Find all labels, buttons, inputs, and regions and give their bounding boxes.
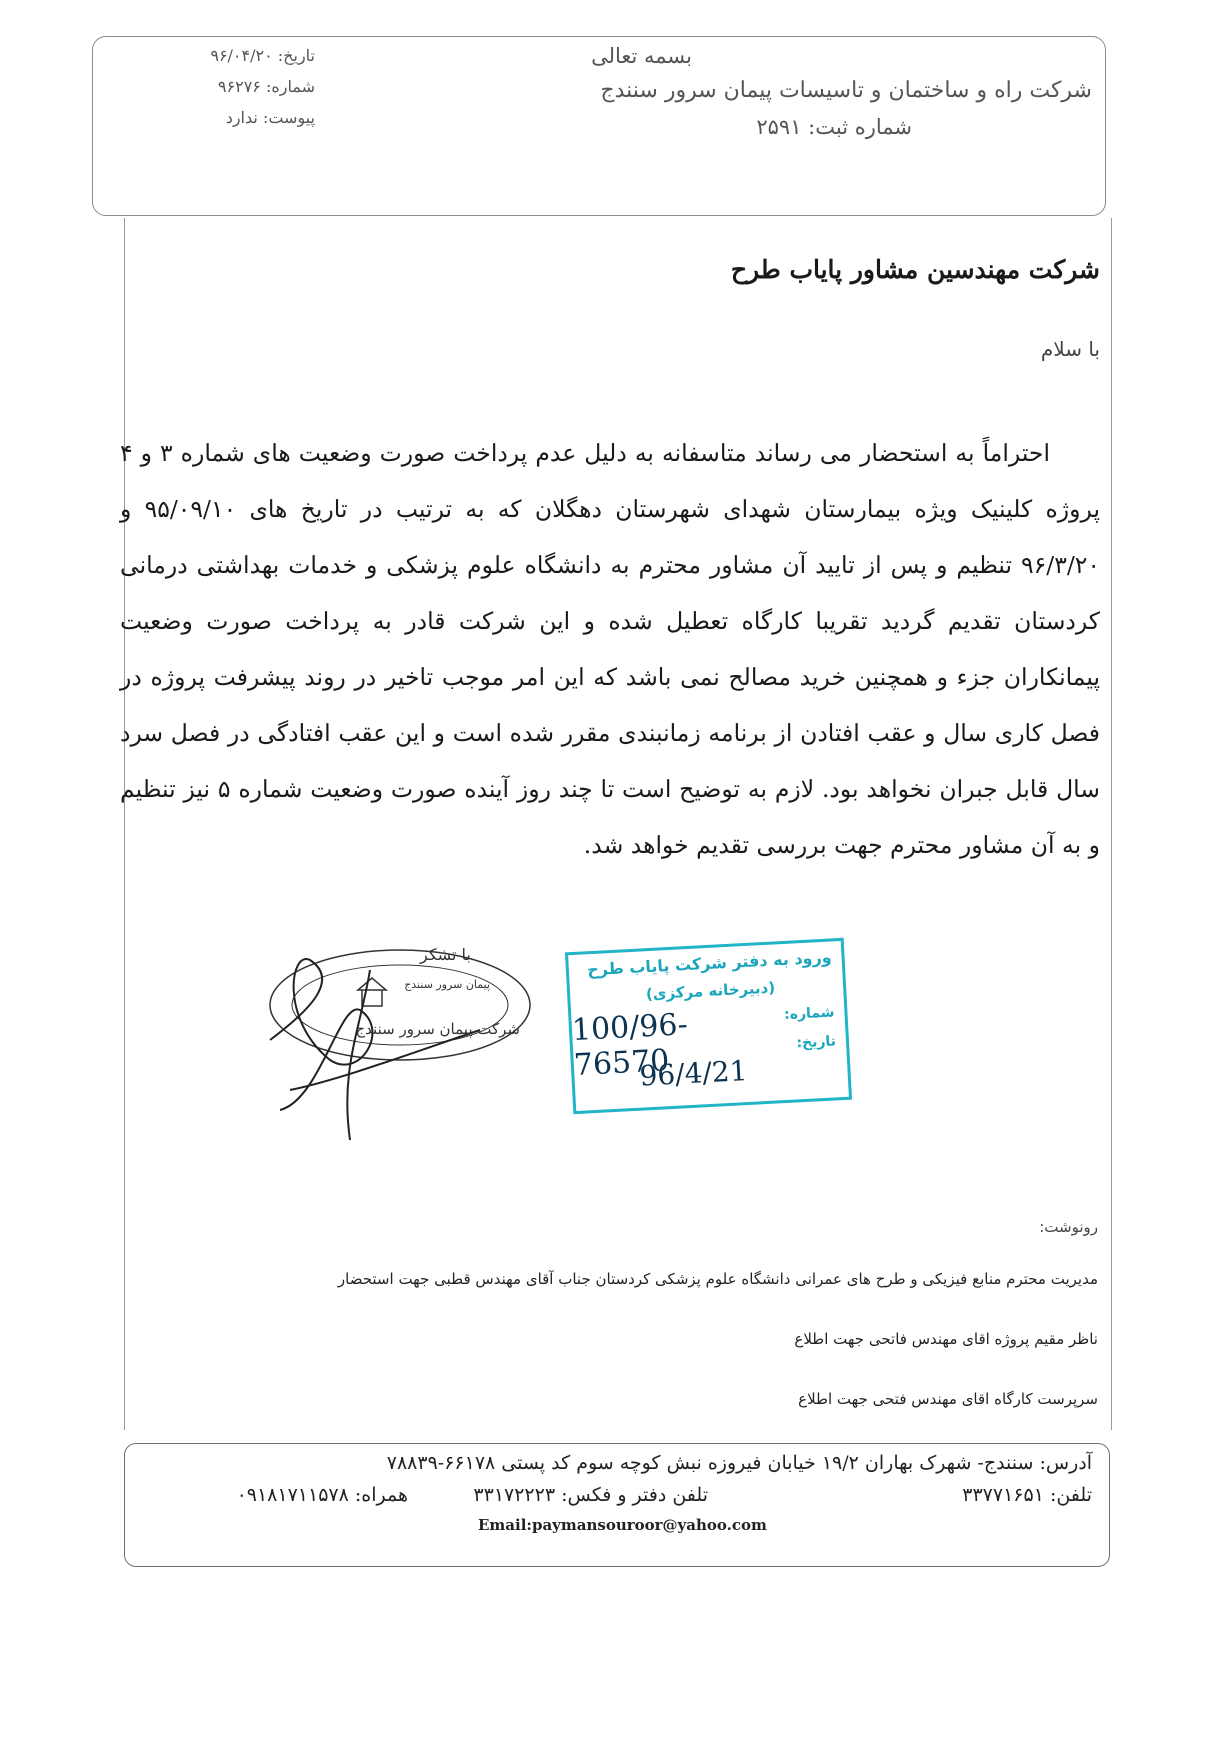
letter-body: احتراماً به استحضار می رساند متاسفانه به دلیل عدم پرداخت صورت وضعیت های شماره ۳ و ۴ پروژه کلینیک ویژه بیمارستان شهدای شهرستان دهگلان که به ترتیب در تاریخ های ۹۵/۰۹/۱۰ و ۹۶/۳/۲۰ تنظیم و پس از تایید آن مشاور محترم به دانشگاه علوم پزشکی و خدمات بهداشتی درمانی کردستان تقدیم گردید تقریبا کارگاه تعطیل شده و این شرکت قادر به پرداخت صورت وضعیت پیمانکاران جزء و همچنین خرید مصالح نمی باشد که این امر موجب تاخیر در روند پیشرفت پروژه در فصل کاری سال و عقب افتادن از برنامه زمانبندی مقرر شده است و این عقب افتادگی در فصل سرد سال قابل جبران نخواهد بود. لازم به توضیح است تا چند روز آینده صورت وضعیت شماره ۵ نیز تنظیم و به آن مشاور محترم جهت بررسی تقدیم خواهد شد.	[120, 439, 1100, 859]
cc-item: سرپرست کارگاه اقای مهندس فتحی جهت اطلاع	[798, 1390, 1098, 1408]
footer-office-fax: تلفن دفتر و فکس: ۳۳۱۷۲۲۲۳	[473, 1484, 708, 1506]
stamp-subtitle: (دبیرخانه مرکزی)	[645, 978, 776, 1004]
stamp-title: ورود به دفتر شرکت پایاب طرح	[586, 947, 833, 980]
letter-number: شماره: ۹۶۲۷۶	[217, 77, 315, 96]
letter-date: تاریخ: ۹۶/۰۴/۲۰	[210, 46, 315, 65]
cc-item: مدیریت محترم منابع فیزیکی و طرح های عمرانی دانشگاه علوم پزشکی کردستان جناب آقای مهندس قطبی جهت استحضار	[337, 1270, 1098, 1288]
recipient: شرکت مهندسین مشاور پایاب طرح	[730, 255, 1100, 284]
bismillah: بسمه تعالی	[591, 44, 692, 68]
signature-line2: پیمان سرور سنندج	[404, 978, 490, 991]
stamp-date-value: 96/4/21	[638, 1054, 749, 1093]
letter-meta	[145, 36, 315, 133]
received-stamp	[565, 938, 852, 1114]
stamp-number-label: شماره:	[783, 1004, 835, 1024]
letter-attachment: پیوست: ندارد	[225, 108, 315, 127]
company-seal-signature	[250, 940, 560, 1150]
signature-line3: شرکت پیمان سرور سنندج	[355, 1020, 520, 1038]
footer-phone: تلفن: ۳۳۷۷۱۶۵۱	[962, 1484, 1092, 1506]
footer-address: آدرس: سنندج- شهرک بهاران ۱۹/۲ خیابان فیروزه نبش کوچه سوم کد پستی ۶۶۱۷۸-۷۸۸۳۹	[386, 1452, 1092, 1474]
signature-line1: با تشکر	[420, 945, 471, 964]
cc-label: رونوشت:	[1039, 1218, 1098, 1236]
footer-mobile: همراه: ۰۹۱۸۱۷۱۱۵۷۸	[236, 1484, 408, 1506]
footer-email: Email:paymansouroor@yahoo.com	[478, 1516, 767, 1534]
stamp-number-value: 100/96-76570	[571, 1007, 689, 1084]
greeting: با سلام	[1040, 337, 1100, 361]
cc-item: ناظر مقیم پروژه اقای مهندس فاتحی جهت اطلاع	[794, 1330, 1098, 1348]
company-name: شرکت راه و ساختمان و تاسیسات پیمان سرور سنندج	[600, 78, 1092, 103]
letterhead-right	[532, 36, 1092, 139]
registration-number: شماره ثبت: ۲۵۹۱	[756, 115, 912, 139]
stamp-date-label: تاریخ:	[796, 1033, 837, 1052]
